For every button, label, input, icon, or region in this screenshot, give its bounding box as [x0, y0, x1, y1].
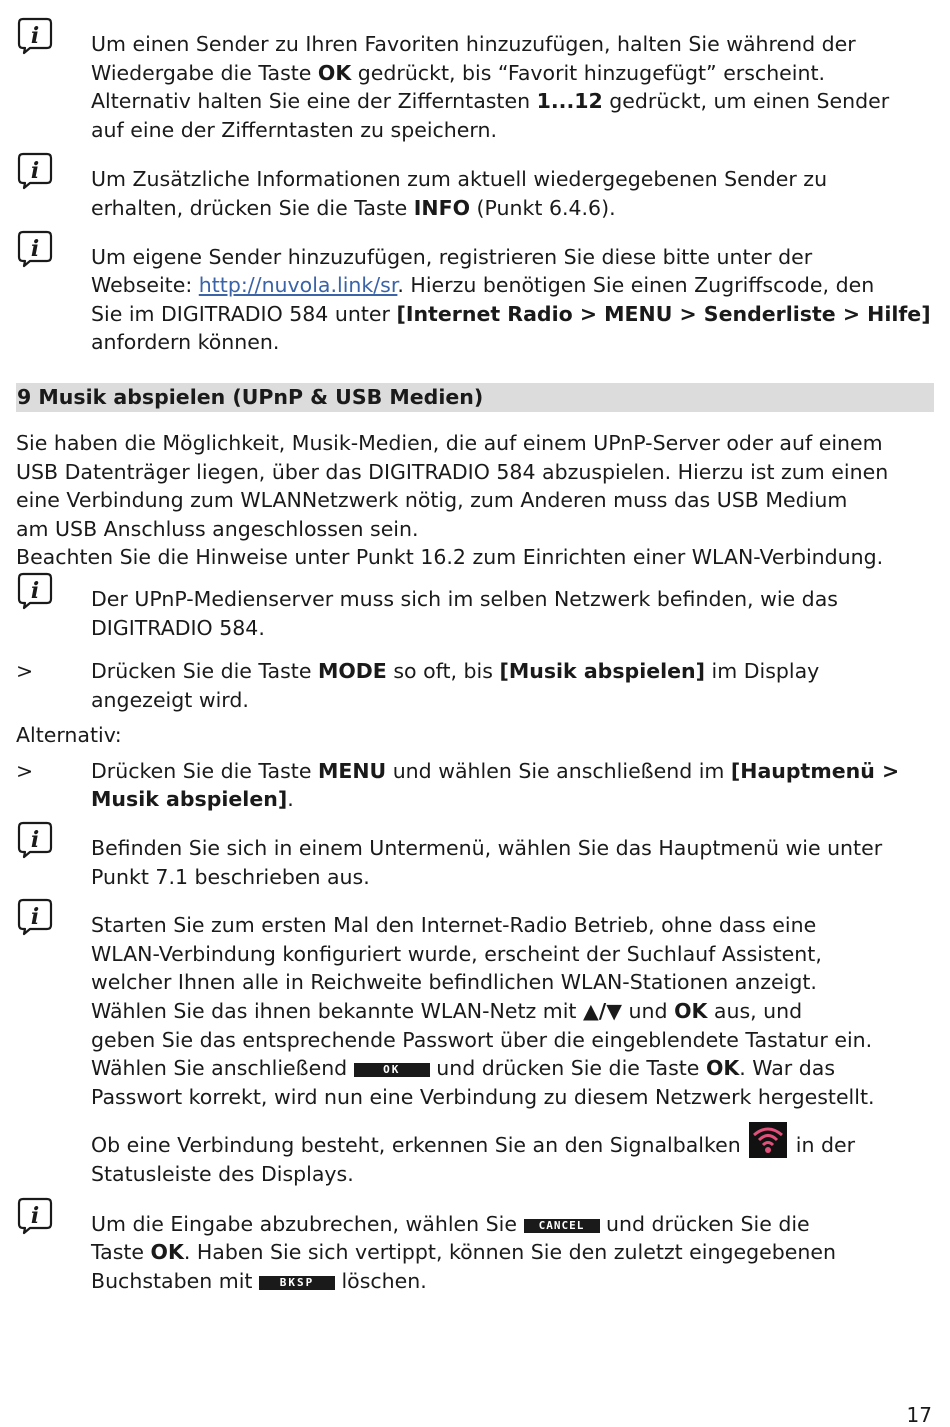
- svg-text:i: i: [30, 23, 40, 49]
- intro-line: USB Datenträger liegen, über das DIGITRADIO 584 abzuspielen. Hierzu ist zum einen: [16, 459, 889, 484]
- note-line: Der UPnP-Medienserver muss sich im selben Netzwerk befinden, wie das: [91, 586, 838, 611]
- info-icon: [16, 820, 54, 860]
- note-line: Wählen Sie anschließend OK und drücken Sie die Taste OK. War das: [91, 1056, 836, 1081]
- note-upnp: [16, 577, 934, 642]
- info-icon: [16, 16, 54, 56]
- svg-text:i: i: [30, 235, 40, 262]
- note-line: erhalten, drücken Sie die Taste INFO (Punkt 6.4.6).: [91, 195, 616, 220]
- nuvola-link[interactable]: http://nuvola.link/sr: [198, 273, 398, 298]
- note-line: Ob eine Verbindung besteht, erkennen Sie an den Signalbalken in der: [91, 1122, 934, 1160]
- note-cancel: [16, 1202, 934, 1296]
- note-line: Starten Sie zum ersten Mal den Internet-Radio Betrieb, ohne dass eine: [91, 913, 817, 938]
- section-heading: 9 Musik abspielen (UPnP & USB Medien): [16, 383, 934, 412]
- intro-line: Sie haben die Möglichkeit, Musik-Medien, die auf einem UPnP-Server oder auf einem: [16, 430, 883, 455]
- intro-line: am USB Anschluss angeschlossen sein.: [16, 516, 419, 541]
- step-marker: >: [16, 659, 34, 684]
- note-line: Taste OK. Haben Sie sich vertippt, können Sie den zuletzt eingegebenen: [91, 1240, 836, 1265]
- svg-text:i: i: [30, 1202, 40, 1229]
- svg-text:i: i: [30, 158, 40, 185]
- step-line: angezeigt wird.: [91, 687, 249, 712]
- intro-line: eine Verbindung zum WLANNetzwerk nötig, zum Anderen muss das USB Medium: [16, 488, 848, 513]
- note-line: Um einen Sender zu Ihren Favoriten hinzuzufügen, halten Sie während der: [91, 32, 856, 56]
- note-line: auf eine der Zifferntasten zu speichern.: [91, 117, 497, 142]
- up-down-arrows: ▲/▼: [583, 999, 623, 1024]
- note-line: Wiedergabe die Taste OK gedrückt, bis “Favorit hinzugefügt” erscheint.: [91, 60, 826, 85]
- note-line: Punkt 7.1 beschrieben aus.: [91, 864, 370, 889]
- note-line: Um eigene Sender hinzuzufügen, registrieren Sie diese bitte unter der: [91, 244, 813, 269]
- page-number: 17: [906, 1403, 932, 1427]
- note-favorites: [16, 23, 934, 144]
- note-line: DIGITRADIO 584.: [91, 615, 265, 640]
- note-line: Sie im DIGITRADIO 584 unter [Internet Radio > MENU > Senderliste > Hilfe]: [91, 301, 931, 326]
- note-line: Um die Eingabe abzubrechen, wählen Sie CANCEL und drücken Sie die: [91, 1211, 810, 1236]
- info-icon: [16, 1196, 54, 1236]
- note-own-stations: [16, 235, 934, 357]
- note-line: welcher Ihnen alle in Reichweite befindlichen WLAN-Stationen anzeigt.: [91, 970, 817, 995]
- info-icon: [16, 151, 54, 191]
- note-line: Befinden Sie sich in einem Untermenü, wählen Sie das Hauptmenü wie unter: [91, 836, 883, 861]
- note-line: anfordern können.: [91, 330, 280, 355]
- bksp-button-image: BKSP: [259, 1276, 335, 1290]
- section-intro: [16, 429, 934, 572]
- step-line: Drücken Sie die Taste MODE so oft, bis [Musik abspielen] im Display: [91, 659, 820, 684]
- note-line: geben Sie das entsprechende Passwort über die eingeblendete Tastatur ein.: [91, 1027, 873, 1052]
- intro-line: Beachten Sie die Hinweise unter Punkt 16.2 zum Einrichten einer WLAN-Verbindung.: [16, 545, 884, 570]
- step-line: Drücken Sie die Taste MENU und wählen Sie anschließend im [Hauptmenü >: [91, 758, 900, 783]
- step-menu: [16, 757, 934, 814]
- note-line: Um Zusätzliche Informationen zum aktuell wiedergegebenen Sender zu: [91, 167, 828, 192]
- wifi-signal-icon: [749, 1122, 787, 1158]
- info-icon: [16, 571, 54, 611]
- note-info: [16, 158, 934, 222]
- note-line: Passwort korrekt, wird nun eine Verbindung zu diesem Netzwerk hergestellt.: [91, 1084, 875, 1109]
- note-line: Buchstaben mit BKSP löschen.: [91, 1268, 427, 1293]
- info-icon: [16, 897, 54, 937]
- ok-button-image: OK: [354, 1063, 430, 1077]
- cancel-button-image: CANCEL: [524, 1219, 600, 1233]
- svg-text:i: i: [30, 577, 40, 604]
- info-icon: [16, 229, 54, 269]
- manual-page: [16, 23, 934, 1295]
- note-line: WLAN-Verbindung konfiguriert wurde, erscheint der Suchlauf Assistent,: [91, 941, 822, 966]
- note-line: Webseite: http://nuvola.link/sr. Hierzu benötigen Sie einen Zugriffscode, den: [91, 273, 875, 298]
- svg-text:i: i: [30, 904, 40, 931]
- note-line: Alternativ halten Sie eine der Zifferntasten 1...12 gedrückt, um einen Sender: [91, 89, 890, 114]
- note-submenu: [16, 827, 934, 891]
- step-mode: [16, 657, 934, 714]
- step-marker: >: [16, 758, 34, 783]
- note-line: Statusleiste des Displays.: [91, 1162, 354, 1186]
- svg-text:i: i: [30, 827, 40, 854]
- note-line: Wählen Sie das ihnen bekannte WLAN-Netz mit ▲/▼ und OK aus, und: [91, 999, 803, 1024]
- note-wlan: [16, 904, 934, 1188]
- step-line: Musik abspielen].: [91, 787, 294, 812]
- alternativ-label: Alternativ:: [16, 723, 122, 748]
